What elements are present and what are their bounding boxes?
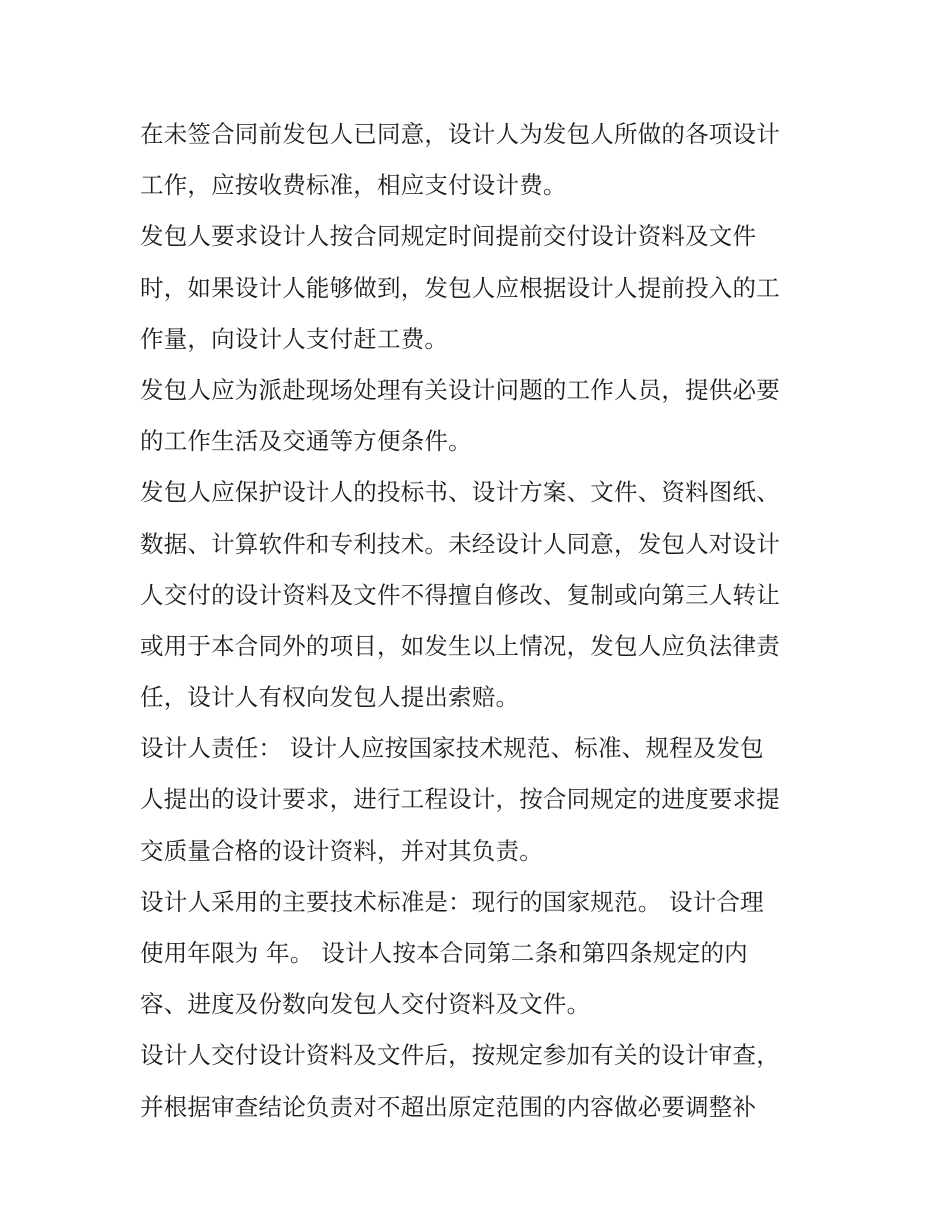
text-line: 设计人责任： 设计人应按国家技术规范、标准、规程及发包	[140, 734, 764, 763]
document-body	[140, 109, 820, 1133]
text-line: 设计人采用的主要技术标准是：现行的国家规范。 设计合理	[140, 887, 764, 916]
text-line: 发包人应为派赴现场处理有关设计问题的工作人员，提供必要	[140, 375, 780, 404]
text-line: 人提出的设计要求，进行工程设计，按合同规定的进度要求提	[140, 785, 780, 814]
text-line: 发包人应保护设计人的投标书、设计方案、文件、资料图纸、	[140, 478, 780, 507]
text-line: 的工作生活及交通等方便条件。	[140, 427, 472, 456]
text-line: 工作，应按收费标准，相应支付设计费。	[140, 171, 567, 200]
text-line: 在未签合同前发包人已同意，设计人为发包人所做的各项设计	[140, 120, 780, 148]
text-line: 时，如果设计人能够做到，发包人应根据设计人提前投入的工	[140, 273, 780, 302]
text-line: 人交付的设计资料及文件不得擅自修改、复制或向第三人转让	[140, 580, 780, 609]
text-line: 使用年限为 年。 设计人按本合同第二条和第四条规定的内	[140, 939, 748, 967]
text-line: 数据、计算软件和专利技术。未经设计人同意，发包人对设计	[140, 529, 780, 558]
text-line: 作量，向设计人支付赶工费。	[140, 324, 449, 353]
text-line: 发包人要求设计人按合同规定时间提前交付设计资料及文件	[140, 222, 757, 251]
text-line: 任，设计人有权向发包人提出索赔。	[140, 683, 520, 712]
text-line: 交质量合格的设计资料，并对其负责。	[140, 836, 543, 865]
text-line: 设计人交付设计资料及文件后，按规定参加有关的设计审查，	[140, 1041, 780, 1070]
text-line: 并根据审查结论负责对不超出原定范围的内容做必要调整补	[140, 1092, 757, 1121]
text-line: 容、进度及份数向发包人交付资料及文件。	[140, 990, 591, 1019]
text-line: 或用于本合同外的项目，如发生以上情况，发包人应负法律责	[140, 631, 780, 660]
